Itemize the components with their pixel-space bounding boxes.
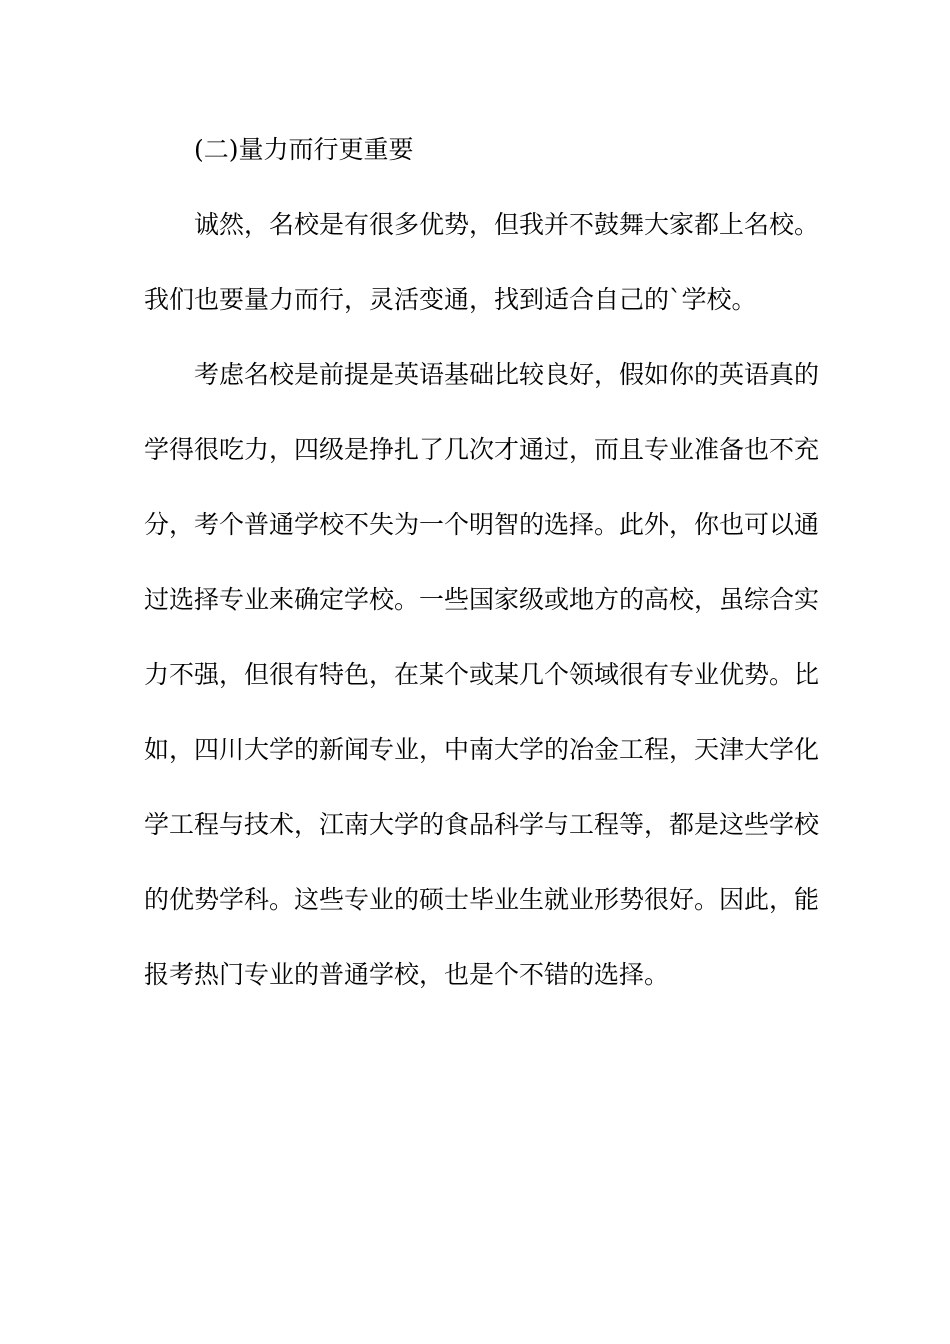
paragraph-1-line-1: 诚然，名校是有很多优势，但我并不鼓舞大家都上名校。	[194, 210, 820, 239]
paragraph-2-line-4: 过选择专业来确定学校。一些国家级或地方的高校，虽综合实	[144, 585, 820, 614]
paragraph-1-line-2: 我们也要量力而行，灵活变通，找到适合自己的`学校。	[144, 285, 757, 314]
paragraph-2-line-5: 力不强，但很有特色，在某个或某几个领域很有专业优势。比	[144, 660, 820, 689]
paragraph-2-line-9: 报考热门专业的普通学校，也是个不错的选择。	[144, 960, 670, 989]
paragraph-2-line-2: 学得很吃力，四级是挣扎了几次才通过，而且专业准备也不充	[144, 435, 820, 464]
section-heading: (二)量力而行更重要	[194, 135, 414, 164]
paragraph-2-line-6: 如，四川大学的新闻专业，中南大学的冶金工程，天津大学化	[144, 735, 820, 764]
paragraph-2-line-1: 考虑名校是前提是英语基础比较良好，假如你的英语真的	[194, 360, 820, 389]
paragraph-2-line-3: 分，考个普通学校不失为一个明智的选择。此外，你也可以通	[144, 510, 820, 539]
paragraph-2-line-8: 的优势学科。这些专业的硕士毕业生就业形势很好。因此，能	[144, 885, 820, 914]
paragraph-2-line-7: 学工程与技术，江南大学的食品科学与工程等，都是这些学校	[144, 810, 820, 839]
